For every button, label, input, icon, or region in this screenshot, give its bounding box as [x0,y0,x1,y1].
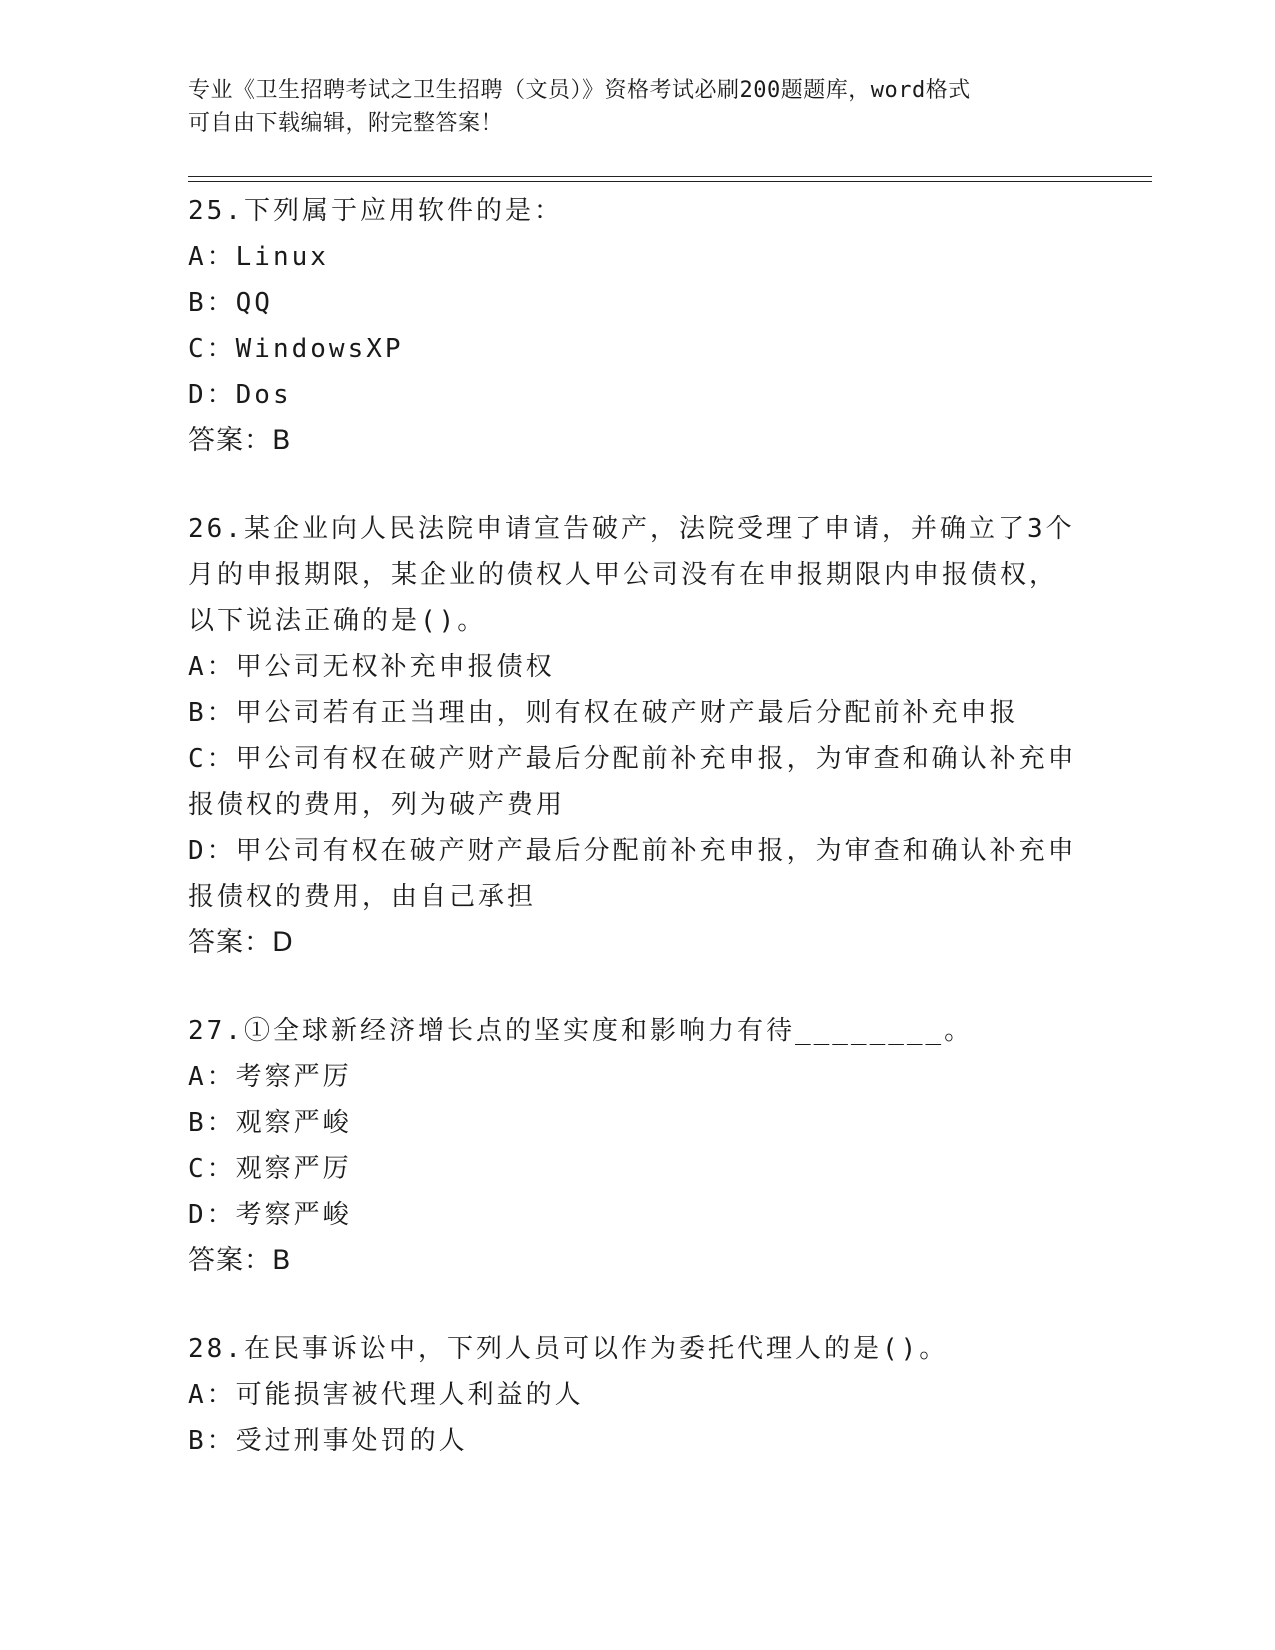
option-line: A：考察严厉 [188,1062,352,1092]
option-line: B：QQ [188,288,273,318]
option-line: D：甲公司有权在破产财产最后分配前补充申报，为审查和确认补充申 [188,836,1077,866]
answer-line: 答案：D [188,927,294,958]
question-spacer [188,464,1088,506]
option-line: D：Dos [188,380,292,410]
option-line: C：甲公司有权在破产财产最后分配前补充申报，为审查和确认补充申 [188,744,1077,774]
question-block [188,188,1088,464]
option-line: B：甲公司若有正当理由，则有权在破产财产最后分配前补充申报 [188,698,1019,728]
option-line: A：甲公司无权补充申报债权 [188,652,555,682]
option-line: C：WindowsXP [188,334,404,364]
question-stem-line: 28.在民事诉讼中，下列人员可以作为委托代理人的是()。 [188,1334,949,1364]
question-stem-line: 27.①全球新经济增长点的坚实度和影响力有待________。 [188,1016,974,1046]
option-line: 报债权的费用，由自己承担 [188,882,537,912]
header-title-line-1: 专业《卫生招聘考试之卫生招聘（文员）》资格考试必刷200题题库，word格式 [188,78,971,103]
question-stem-line: 月的申报期限，某企业的债权人甲公司没有在申报期限内申报债权， [188,560,1059,590]
document-header [188,74,1068,140]
question-block [188,1326,1088,1464]
question-spacer [188,966,1088,1008]
option-line: B：观察严峻 [188,1108,352,1138]
header-divider-bottom [188,181,1152,182]
question-spacer [188,1284,1088,1326]
option-line: 报债权的费用，列为破产费用 [188,790,566,820]
question-block [188,506,1088,966]
answer-line: 答案：B [188,1245,292,1276]
question-stem-line: 26.某企业向人民法院申请宣告破产，法院受理了申请，并确立了3个 [188,514,1075,544]
question-stem-line: 25.下列属于应用软件的是： [188,196,563,226]
question-stem-line: 以下说法正确的是()。 [188,606,487,636]
option-line: D：考察严峻 [188,1200,352,1230]
answer-line: 答案：B [188,425,292,456]
option-line: B：受过刑事处罚的人 [188,1426,468,1456]
header-divider-top [188,176,1152,177]
option-line: A：可能损害被代理人利益的人 [188,1380,584,1410]
question-list [188,188,1088,1464]
option-line: C：观察严厉 [188,1154,352,1184]
option-line: A：Linux [188,242,329,272]
header-title-line-2: 可自由下载编辑，附完整答案！ [188,111,504,136]
question-block [188,1008,1088,1284]
